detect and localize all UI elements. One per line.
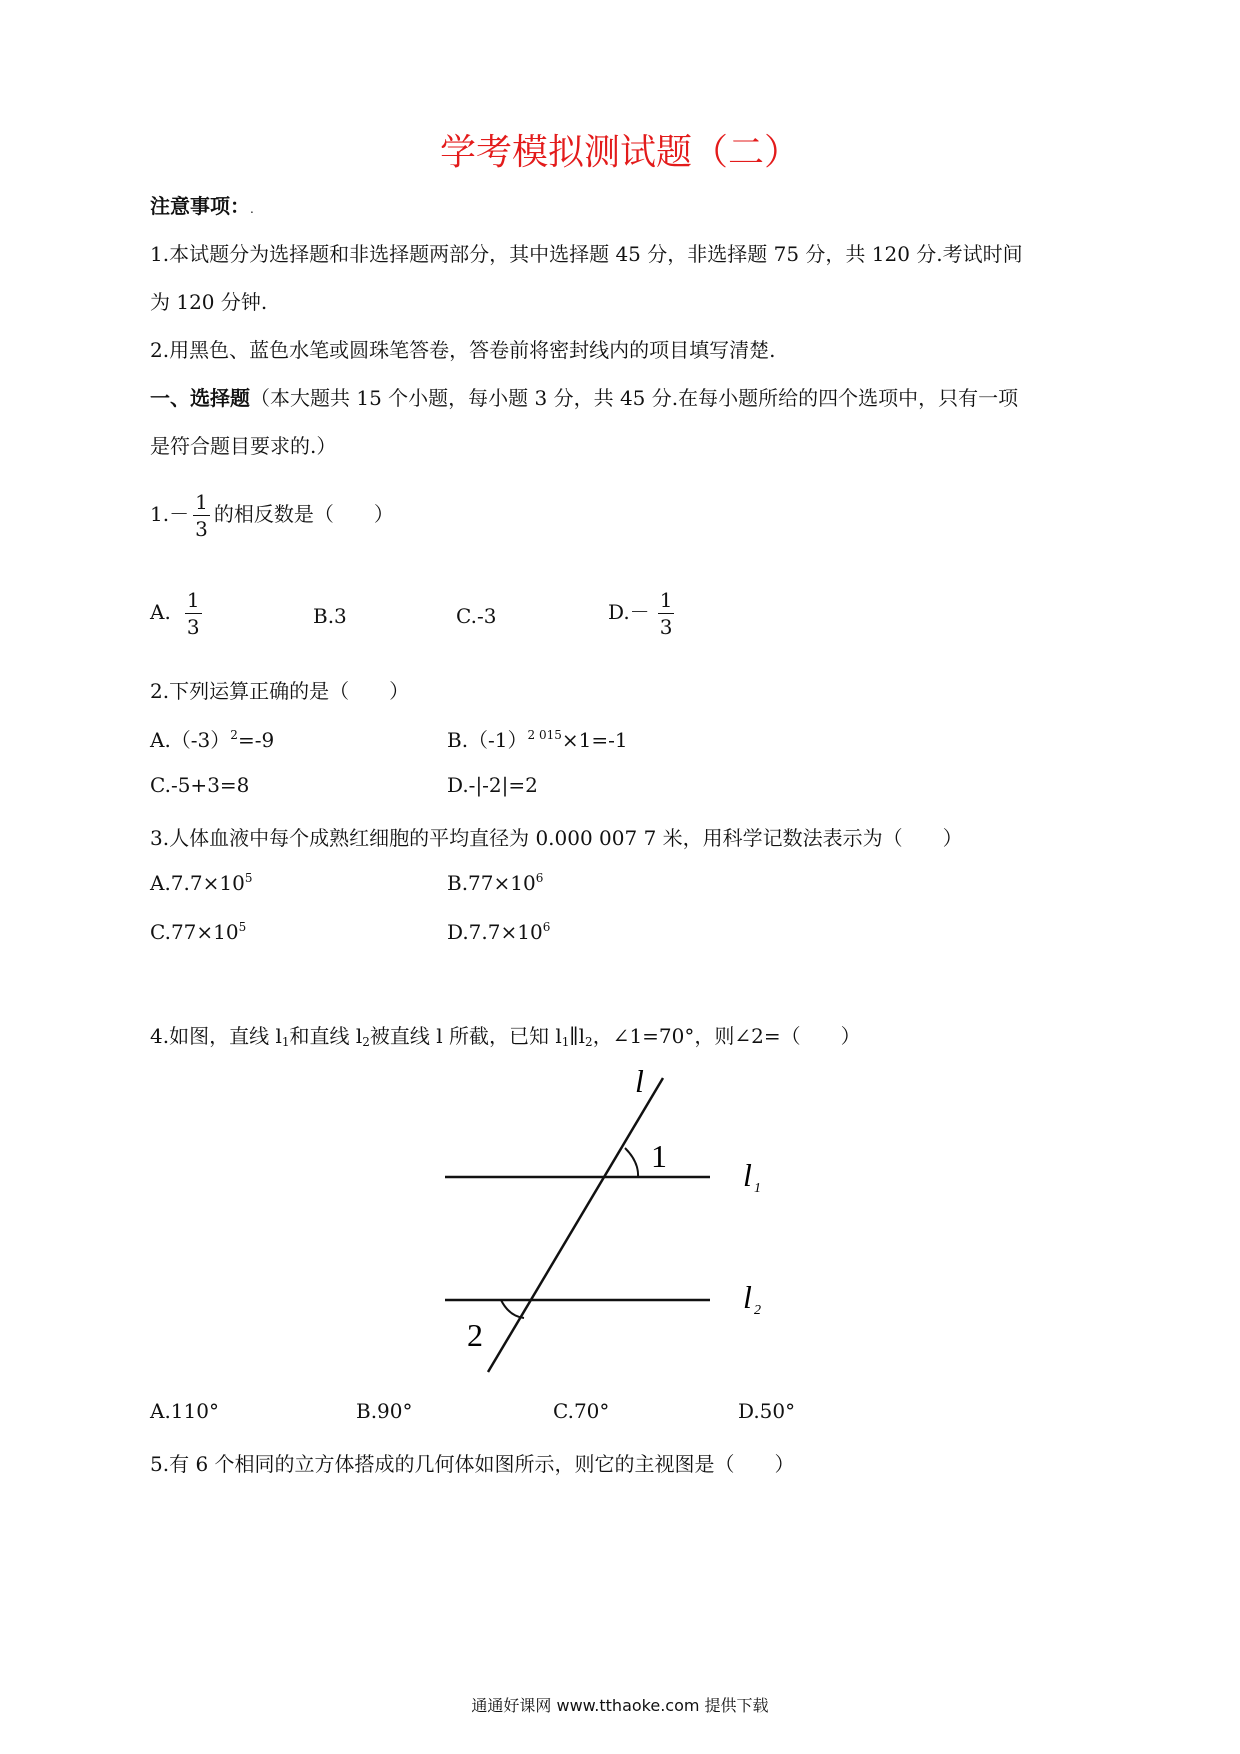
q4-stem-a: 4.如图，直线 l <box>150 1024 282 1048</box>
q4-sub-2: 2 <box>362 1035 370 1049</box>
q4-option-d: D.50° <box>738 1399 796 1423</box>
label-l2-sub: 2 <box>754 1303 761 1318</box>
q4-option-c: C.70° <box>553 1399 610 1423</box>
q1-option-a-num: 1 <box>186 588 200 612</box>
q2-option-b-base: B.（-1） <box>447 728 528 752</box>
question-1-stem <box>150 492 394 539</box>
question-2-stem: 2.下列运算正确的是（ ） <box>150 679 410 703</box>
question-3-stem: 3.人体血液中每个成熟红细胞的平均直径为 0.000 007 7 米，用科学记数法表示为（ ） <box>150 826 963 850</box>
q1-option-b: B.3 <box>313 604 347 628</box>
label-l1: l <box>743 1157 752 1193</box>
q4-stem-d: ∥l <box>569 1024 586 1048</box>
label-l1-sub: 1 <box>754 1181 761 1196</box>
q1-option-d-label: D.－ <box>608 600 650 624</box>
q4-sub-4: 2 <box>585 1035 593 1049</box>
section-1-desc-line-2: 是符合题目要求的.） <box>150 434 337 458</box>
q3-option-c-exp: 5 <box>238 920 247 934</box>
q1-option-a-fraction <box>185 590 202 637</box>
q1-fraction <box>193 492 210 539</box>
q1-option-d-den: 3 <box>659 615 673 639</box>
q3-option-c <box>150 920 246 944</box>
page-footer: 通通好课网 www.tthaoke.com 提供下载 <box>471 1696 769 1715</box>
q3-option-b-exp: 6 <box>535 871 544 885</box>
notice-heading-dot: . <box>250 202 254 216</box>
q4-sub-1: 1 <box>281 1035 290 1049</box>
q3-option-d-base: D.7.7×10 <box>447 920 543 944</box>
page-title: 学考模拟测试题（二） <box>439 132 800 173</box>
q1-option-d-num: 1 <box>659 588 673 612</box>
notice-item-1-line-1: 1.本试题分为选择题和非选择题两部分，其中选择题 45 分，非选择题 75 分，共 120 分.考试时间 <box>150 242 1023 266</box>
q2-option-a-exp: 2 <box>230 728 238 742</box>
notice-item-2: 2.用黑色、蓝色水笔或圆珠笔答卷，答卷前将密封线内的项目填写清楚. <box>150 338 776 362</box>
q4-sub-3: 1 <box>561 1035 570 1049</box>
notice-heading <box>150 190 254 219</box>
label-angle-1: 1 <box>651 1138 667 1174</box>
angle-1-arc <box>625 1148 638 1177</box>
q1-fraction-den: 3 <box>195 517 208 541</box>
q1-prefix: 1.－ <box>150 502 190 526</box>
q1-option-a <box>150 590 206 637</box>
q2-option-d: D.-|-2|=2 <box>447 773 538 797</box>
q1-suffix: 的相反数是（ ） <box>213 502 394 526</box>
q3-option-a-exp: 5 <box>244 871 253 885</box>
section-1-desc-line-1: （本大题共 15 个小题，每小题 3 分，共 45 分.在每小题所给的四个选项中，只有一项 <box>250 386 1019 410</box>
q4-stem-c: 被直线 l 所截，已知 l <box>369 1024 562 1048</box>
question-4-stem <box>150 1020 861 1049</box>
q2-option-b-rest: ×1=-1 <box>561 728 628 752</box>
q2-option-a <box>150 724 274 753</box>
q4-stem-b: 和直线 l <box>289 1024 363 1048</box>
label-l: l <box>635 1063 644 1099</box>
section-1-header <box>150 382 1018 411</box>
question-5-stem: 5.有 6 个相同的立方体搭成的几何体如图所示，则它的主视图是（ ） <box>150 1452 795 1476</box>
q2-option-b-exp: 2 015 <box>527 728 562 742</box>
q2-option-b <box>447 724 628 753</box>
notice-heading-text: 注意事项： <box>150 194 250 218</box>
q3-option-d <box>447 920 550 944</box>
q1-option-d <box>608 590 678 637</box>
q4-option-b: B.90° <box>356 1399 413 1423</box>
q1-option-d-fraction <box>658 590 675 637</box>
q4-stem-e: ，∠1=70°，则∠2=（ ） <box>592 1024 861 1048</box>
q3-option-b <box>447 871 543 895</box>
q1-fraction-num: 1 <box>195 490 208 514</box>
label-l2: l <box>743 1279 752 1315</box>
q2-option-a-rest: =-9 <box>237 728 275 752</box>
q2-option-a-base: A.（-3） <box>150 728 231 752</box>
q1-option-c: C.-3 <box>456 604 497 628</box>
q1-option-a-den: 3 <box>186 615 200 639</box>
q3-option-a-base: A.7.7×10 <box>150 871 245 895</box>
q2-option-c: C.-5+3=8 <box>150 773 250 797</box>
q3-option-a <box>150 871 252 895</box>
label-angle-2: 2 <box>467 1317 483 1353</box>
transversal-line-l <box>488 1078 663 1372</box>
section-1-heading: 一、选择题 <box>150 386 250 410</box>
q3-option-b-base: B.77×10 <box>447 871 536 895</box>
q3-option-d-exp: 6 <box>542 920 551 934</box>
q3-option-c-base: C.77×10 <box>150 920 239 944</box>
parallel-lines-figure <box>445 1062 795 1382</box>
q4-option-a: A.110° <box>150 1399 219 1423</box>
q1-option-a-label: A. <box>150 600 171 624</box>
notice-item-1-line-2: 为 120 分钟. <box>150 290 268 314</box>
